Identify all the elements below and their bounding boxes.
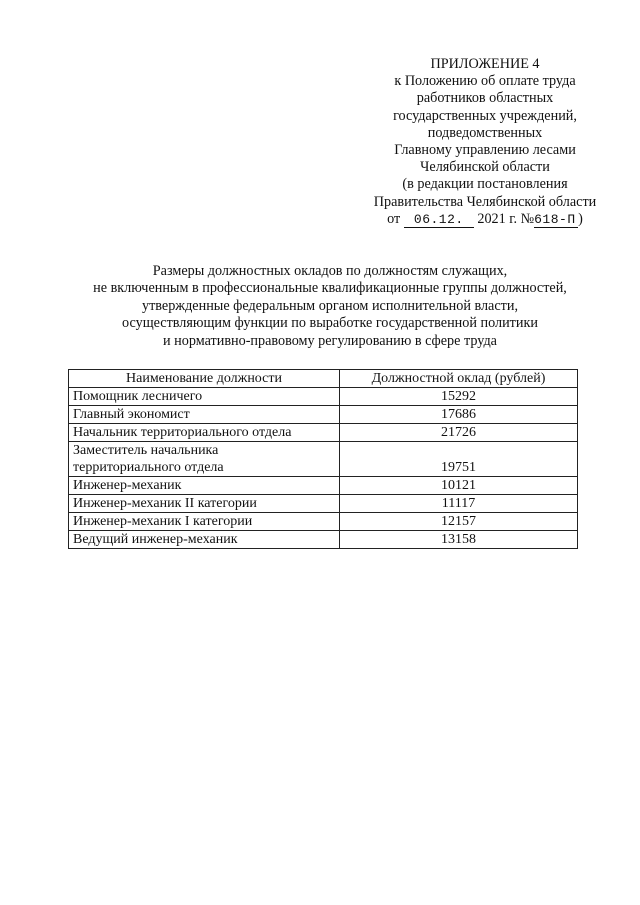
position-name: Помощник лесничего	[69, 388, 340, 406]
position-name: Ведущий инженер-механик	[69, 531, 340, 549]
salary-value: 17686	[340, 406, 578, 424]
header-salary: Должностной оклад (рублей)	[340, 370, 578, 388]
table-header-row	[69, 370, 578, 388]
position-name	[69, 442, 340, 477]
heading-line: и нормативно-правовому регулированию в сфере труда	[163, 332, 497, 349]
document-heading	[40, 263, 620, 350]
date-suffix: )	[578, 210, 583, 227]
salary-value: 12157	[340, 513, 578, 531]
appendix-line: к Положению об оплате труда	[394, 73, 576, 90]
appendix-line: Главному управлению лесами	[394, 142, 576, 159]
table-row	[69, 442, 578, 477]
table-row	[69, 531, 578, 549]
heading-line: не включенным в профессиональные квалификационные группы должностей,	[93, 280, 567, 297]
date-prefix: от	[387, 210, 401, 227]
appendix-line: Правительства Челябинской области	[373, 193, 597, 210]
position-name: Главный экономист	[69, 406, 340, 424]
resolution-number: 618-П	[534, 213, 578, 228]
salary-value: 10121	[340, 477, 578, 495]
table-row	[69, 477, 578, 495]
resolution-date-line	[340, 211, 630, 228]
salary-value: 15292	[340, 388, 578, 406]
position-name: Инженер-механик I категории	[69, 513, 340, 531]
date-middle: 2021 г. №	[477, 210, 535, 227]
salary-table	[68, 369, 578, 549]
appendix-line: подведомственных	[427, 124, 543, 141]
heading-line: утвержденные федеральным органом исполнительной власти,	[141, 297, 518, 314]
table-row	[69, 513, 578, 531]
position-name-line: Заместитель начальника	[73, 443, 219, 458]
salary-value: 19751	[340, 442, 578, 477]
appendix-line: государственных учреждений,	[393, 107, 577, 124]
table-row	[69, 406, 578, 424]
salary-value: 11117	[340, 495, 578, 513]
position-name: Начальник территориального отдела	[69, 424, 340, 442]
appendix-line: (в редакции постановления	[402, 176, 568, 193]
appendix-title: ПРИЛОЖЕНИЕ 4	[430, 56, 540, 72]
appendix-block	[340, 56, 630, 228]
table-row	[69, 424, 578, 442]
appendix-line: работников областных	[416, 90, 554, 107]
heading-line: Размеры должностных окладов по должностям служащих,	[152, 263, 508, 279]
heading-line: осуществляющим функции по выработке государственной политики	[122, 315, 538, 332]
position-name: Инженер-механик	[69, 477, 340, 495]
resolution-date: 06.12.	[404, 213, 474, 228]
appendix-line: Челябинской области	[420, 159, 550, 176]
table-row	[69, 388, 578, 406]
header-position-name: Наименование должности	[69, 370, 340, 388]
salary-value: 13158	[340, 531, 578, 549]
position-name-line: территориального отдела	[73, 460, 224, 475]
table-row	[69, 495, 578, 513]
salary-value: 21726	[340, 424, 578, 442]
position-name: Инженер-механик II категории	[69, 495, 340, 513]
